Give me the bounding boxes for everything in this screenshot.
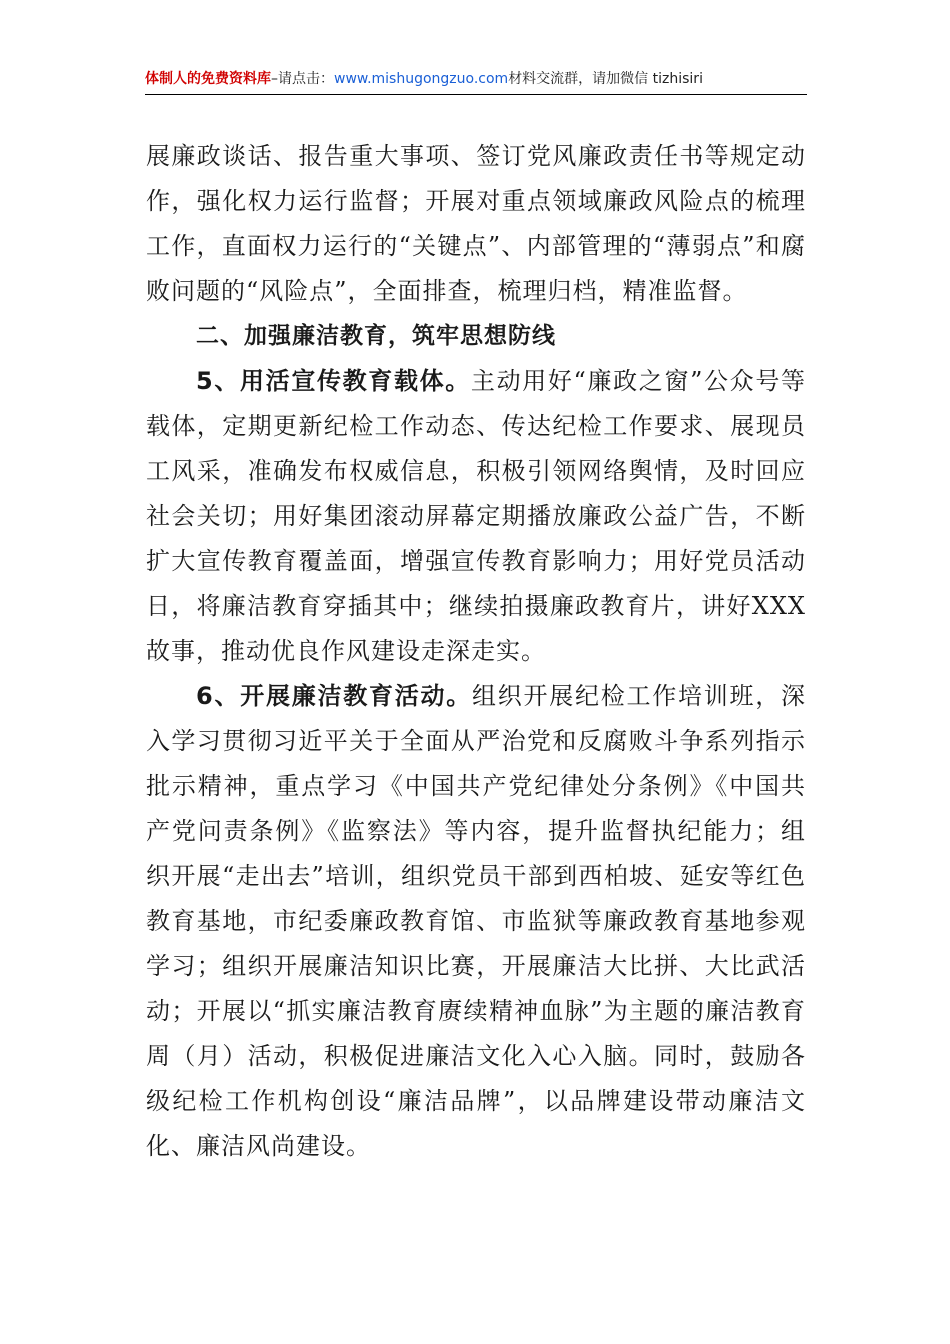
wechat-contact-text: 材料交流群，请加微信 tizhisiri (508, 71, 703, 87)
paragraph-continuation: 展廉政谈话、报告重大事项、签订党风廉政责任书等规定动作，强化权力运行监督；开展对重点领域廉政风险点的梳理工作，直面权力运行的“关键点”、内部管理的“薄弱点”和腐败问题的“风险点”，全面排查，梳理归档，精准监督。 (146, 142, 806, 305)
section-heading: 二、加强廉洁教育，筑牢思想防线 (196, 323, 556, 349)
website-link[interactable]: www.mishugongzuo.com (334, 71, 509, 87)
item-5-body: 主动用好“廉政之窗”公众号等载体，定期更新纪检工作动态、传达纪检工作要求、展现员工风采，准确发布权威信息，积极引领网络舆情，及时回应社会关切；用好集团滚动屏幕定期播放廉政公益广告，不断扩大宣传教育覆盖面，增强宣传教育影响力；用好党员活动日，将廉洁教育穿插其中；继续拍摄廉政教育片，讲好XXX故事，推动优良作风建设走深走实。 (146, 367, 806, 665)
paragraph-item-6 (146, 674, 806, 1169)
item-5-heading: 5、用活宣传教育载体。 (196, 367, 471, 395)
page-header (145, 66, 807, 95)
brand-name: 体制人的免费资料库 (145, 71, 271, 87)
click-prompt: –请点击： (271, 71, 334, 87)
paragraph-item-5 (146, 359, 806, 674)
item-6-heading: 6、开展廉洁教育活动。 (196, 682, 472, 710)
document-body (146, 134, 806, 1169)
item-6-body: 组织开展纪检工作培训班，深入学习贯彻习近平关于全面从严治党和反腐败斗争系列指示批示精神，重点学习《中国共产党纪律处分条例》《中国共产党问责条例》《监察法》等内容，提升监督执纪能力；组织开展“走出去”培训，组织党员干部到西柏坡、延安等红色教育基地，市纪委廉政教育馆、市监狱等廉政教育基地参观学习；组织开展廉洁知识比赛，开展廉洁大比拼、大比武活动；开展以“抓实廉洁教育赓续精神血脉”为主题的廉洁教育周（月）活动，积极促进廉洁文化入心入脑。同时，鼓励各级纪检工作机构创设“廉洁品牌”，以品牌建设带动廉洁文化、廉洁风尚建设。 (146, 682, 807, 1160)
